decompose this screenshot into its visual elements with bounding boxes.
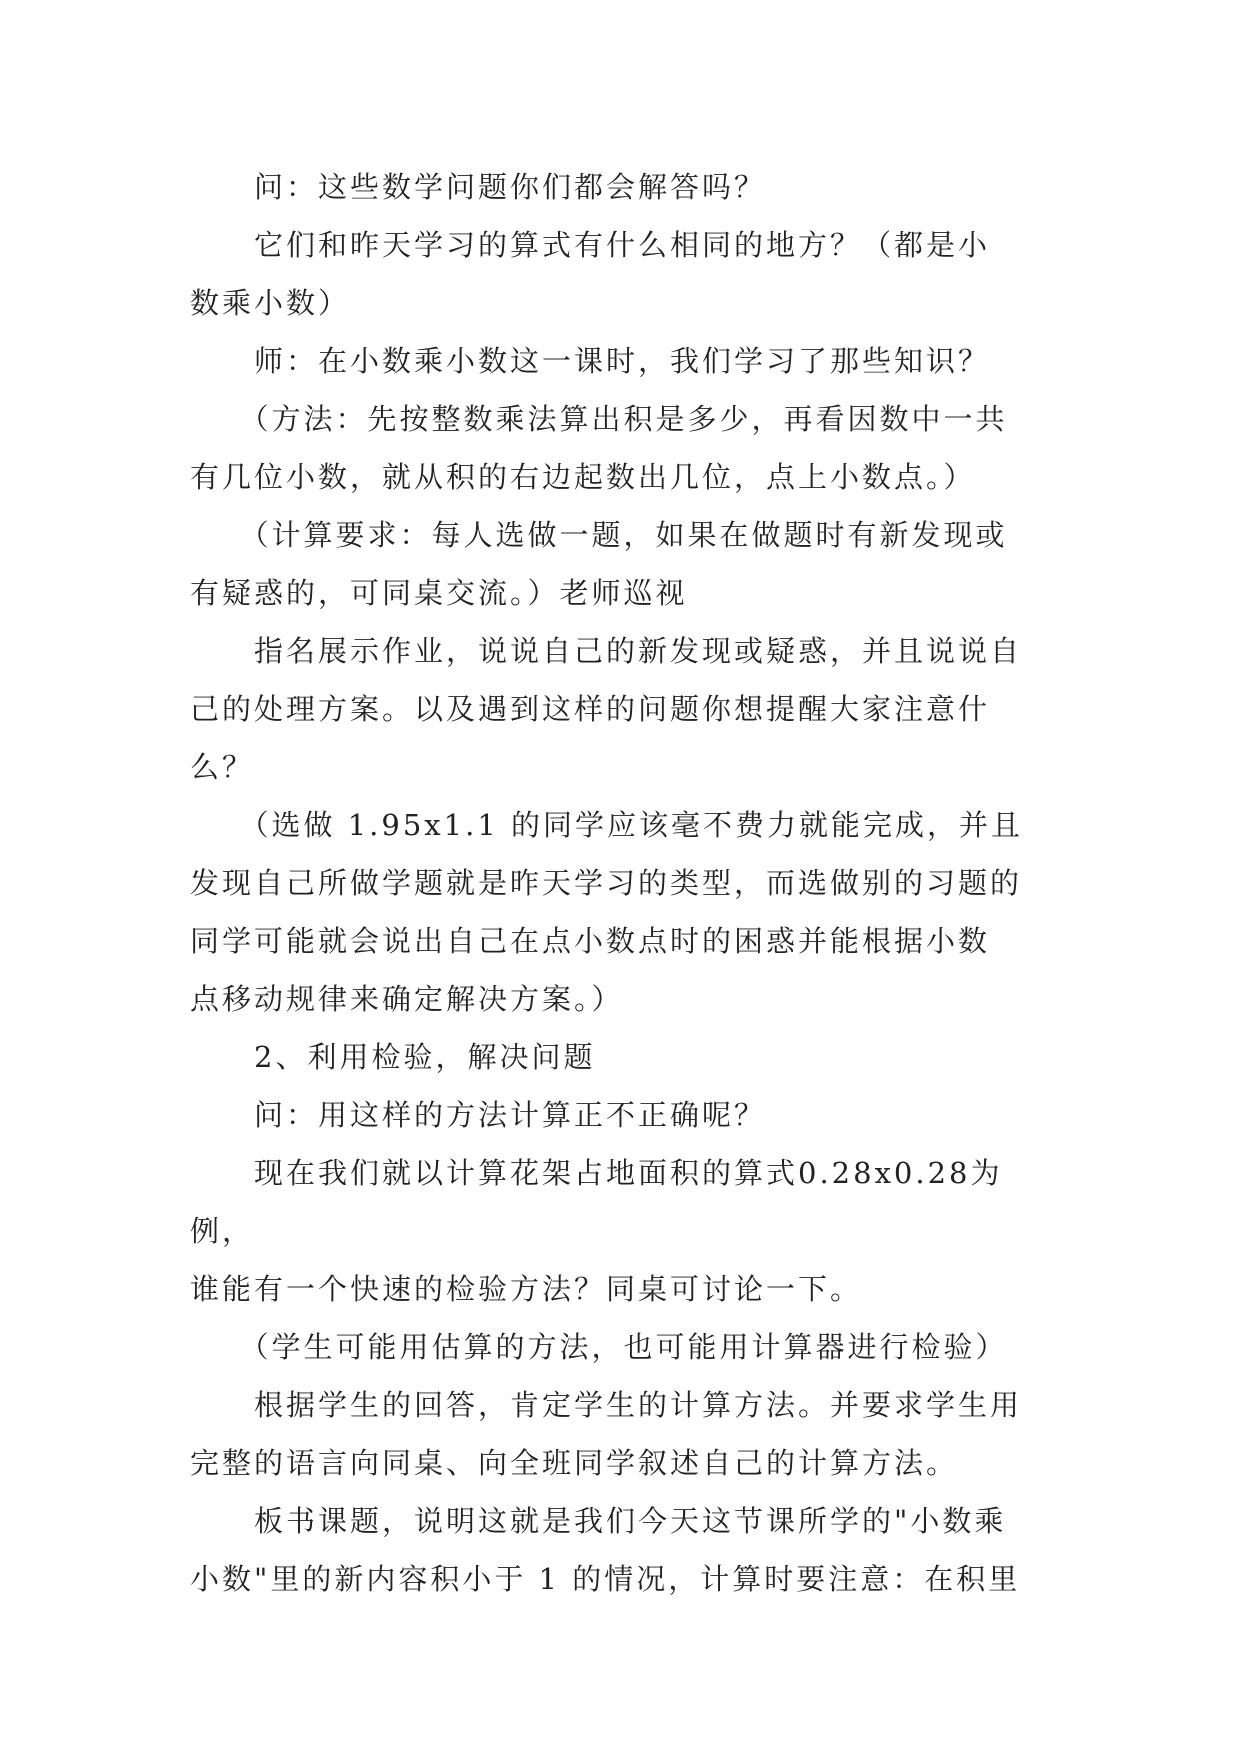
text-line: 点移动规律来确定解决方案。） bbox=[190, 982, 624, 1016]
text-line: 有疑惑的，可同桌交流。）老师巡视 bbox=[190, 576, 688, 610]
text-line: 它们和昨天学习的算式有什么相同的地方？（都是小 bbox=[190, 228, 991, 262]
paragraph-example-formula bbox=[190, 1144, 1050, 1318]
text-line: 板书课题，说明这就是我们今天这节课所学的"小数乘 bbox=[190, 1504, 1007, 1538]
paragraph-question-correctness bbox=[190, 1086, 1050, 1144]
text-line: 发现自己所做学题就是昨天学习的类型，而选做别的习题的 bbox=[190, 866, 1023, 900]
paragraph-affirm-method bbox=[190, 1376, 1050, 1492]
paragraph-teacher-review bbox=[190, 332, 1050, 390]
text-line: （计算要求：每人选做一题，如果在做题时有新发现或 bbox=[190, 518, 1008, 552]
text-line: 问：用这样的方法计算正不正确呢？ bbox=[190, 1098, 767, 1132]
text-line: 己的处理方案。以及遇到这样的问题你想提醒大家注意什 bbox=[190, 692, 991, 726]
text-line: 谁能有一个快速的检验方法？同桌可讨论一下。 bbox=[190, 1272, 863, 1306]
document-body bbox=[190, 158, 1050, 1608]
text-line: 同学可能就会说出自己在点小数点时的困惑并能根据小数 bbox=[190, 924, 991, 958]
paragraph-question-intro bbox=[190, 158, 1050, 216]
text-line: （方法：先按整数乘法算出积是多少，再看因数中一共 bbox=[190, 402, 1008, 436]
paragraph-show-work bbox=[190, 622, 1050, 796]
text-line: 完整的语言向同桌、向全班同学叙述自己的计算方法。 bbox=[190, 1446, 959, 1480]
section-heading-verification bbox=[190, 1028, 1050, 1086]
text-line: 根据学生的回答，肯定学生的计算方法。并要求学生用 bbox=[190, 1388, 1023, 1422]
text-line: 现在我们就以计算花架占地面积的算式0.28x0.28为例， bbox=[190, 1156, 1003, 1248]
paragraph-calculation-requirement bbox=[190, 506, 1050, 622]
text-line: 指名展示作业，说说自己的新发现或疑惑，并且说说自 bbox=[190, 634, 1023, 668]
text-line: 有几位小数，就从积的右边起数出几位，点上小数点。） bbox=[190, 460, 976, 494]
text-line: （学生可能用估算的方法，也可能用计算器进行检验） bbox=[190, 1330, 1008, 1364]
text-line: （选做 1.95x1.1 的同学应该毫不费力就能完成，并且 bbox=[190, 808, 1023, 842]
text-line: 问：这些数学问题你们都会解答吗？ bbox=[190, 170, 767, 204]
paragraph-board-title bbox=[190, 1492, 1050, 1608]
paragraph-expected-outcome bbox=[190, 796, 1050, 1028]
text-line: 数乘小数） bbox=[190, 286, 351, 320]
text-line: 2、利用检验，解决问题 bbox=[190, 1040, 596, 1074]
text-line: 小数"里的新内容积小于 1 的情况，计算时要注意：在积里 bbox=[190, 1562, 1021, 1596]
paragraph-method bbox=[190, 390, 1050, 506]
text-line: 师：在小数乘小数这一课时，我们学习了那些知识？ bbox=[190, 344, 991, 378]
paragraph-compare-yesterday bbox=[190, 216, 1050, 332]
paragraph-estimation-note bbox=[190, 1318, 1050, 1376]
text-line: 么？ bbox=[190, 750, 255, 784]
